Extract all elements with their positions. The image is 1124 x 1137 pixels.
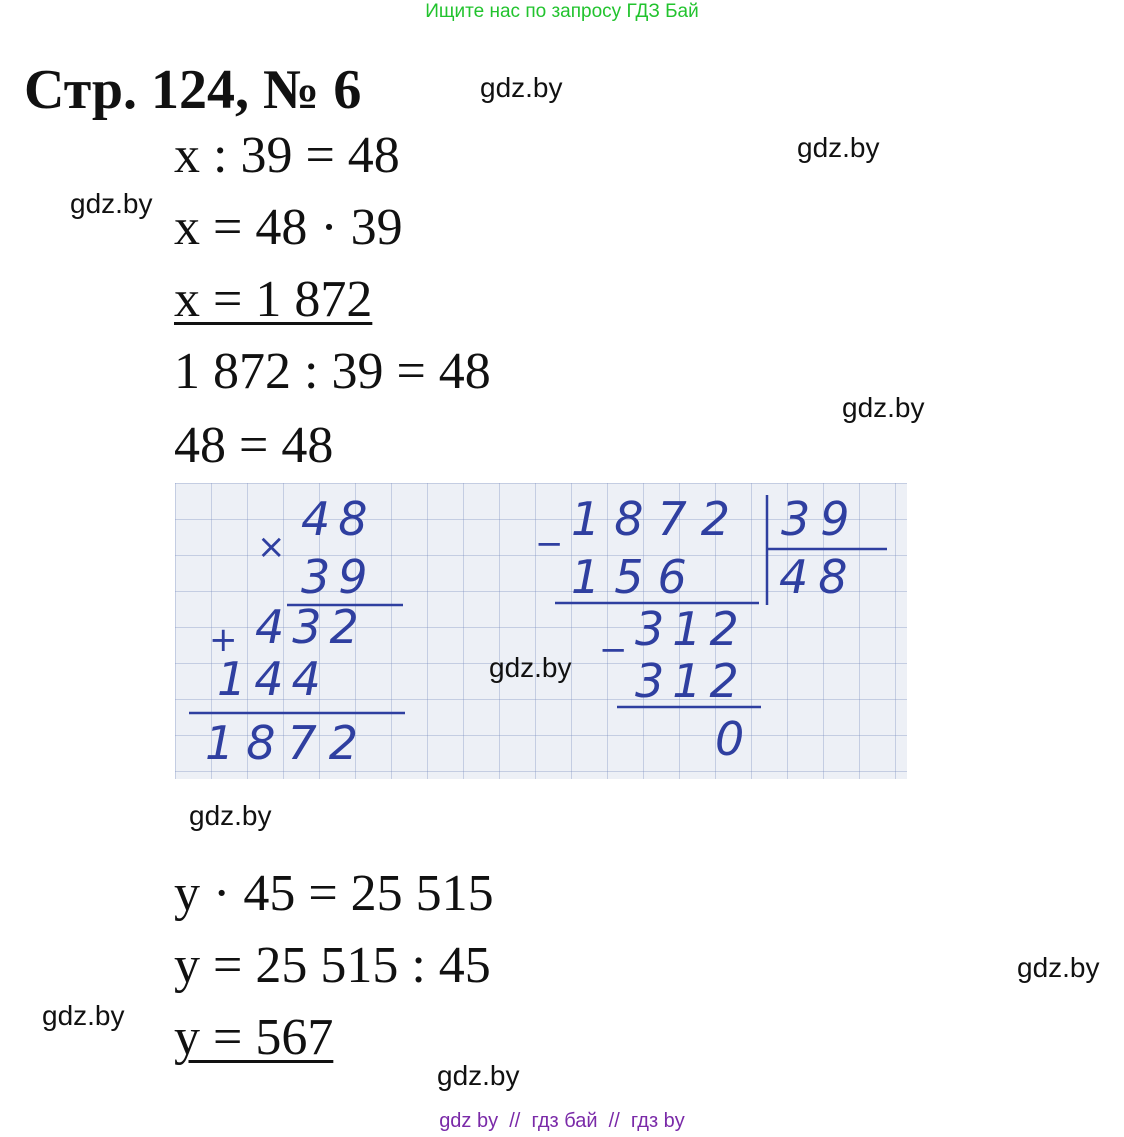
division-minus-2: − — [599, 630, 628, 670]
multiplication-sign: × — [257, 527, 286, 567]
final-remainder: 0 — [715, 712, 745, 766]
top-banner: Ищите нас по запросу ГДЗ Бай — [425, 1, 699, 22]
handwritten-calculation-drawing — [175, 483, 907, 779]
plus-sign: + — [209, 620, 238, 660]
first-subtrahend: 156 — [571, 550, 701, 604]
multiplicand: 48 — [301, 492, 376, 546]
divisor: 39 — [781, 492, 860, 546]
watermark: gdz.by — [1017, 952, 1100, 983]
watermark: gdz.by — [480, 72, 563, 103]
watermark: gdz.by — [489, 652, 572, 683]
watermark: gdz.by — [797, 132, 880, 163]
equation-line: y = 25 515 : 45 — [174, 937, 491, 994]
dividend: 1872 — [571, 492, 745, 546]
equation-check: 1 872 : 39 = 48 — [174, 343, 491, 400]
handwritten-calculation-photo — [175, 483, 907, 779]
watermark: gdz.by — [842, 392, 925, 423]
watermark: gdz.by — [189, 800, 272, 831]
quotient: 48 — [779, 550, 858, 604]
product-result: 1872 — [205, 716, 371, 770]
equation-check-result: 48 = 48 — [174, 417, 334, 474]
partial-product-1: 432 — [255, 600, 367, 654]
footer-links: gdz by // гдз бай // гдз by — [439, 1110, 685, 1132]
equation-answer: y = 567 — [174, 1009, 334, 1066]
equation-answer: x = 1 872 — [174, 271, 373, 328]
equation-line: x = 48 · 39 — [174, 199, 403, 256]
watermark: gdz.by — [42, 1000, 125, 1031]
division-minus-1: − — [535, 524, 564, 564]
multiplier: 39 — [301, 550, 376, 604]
remainder-step: 312 — [635, 602, 747, 656]
equation-line: x : 39 = 48 — [174, 127, 400, 184]
watermark: gdz.by — [70, 188, 153, 219]
watermark: gdz.by — [437, 1060, 520, 1091]
second-subtrahend: 312 — [635, 654, 747, 708]
partial-product-2: 144 — [217, 652, 329, 706]
page-title: Стр. 124, № 6 — [24, 59, 362, 121]
equation-line: y · 45 = 25 515 — [174, 865, 494, 922]
